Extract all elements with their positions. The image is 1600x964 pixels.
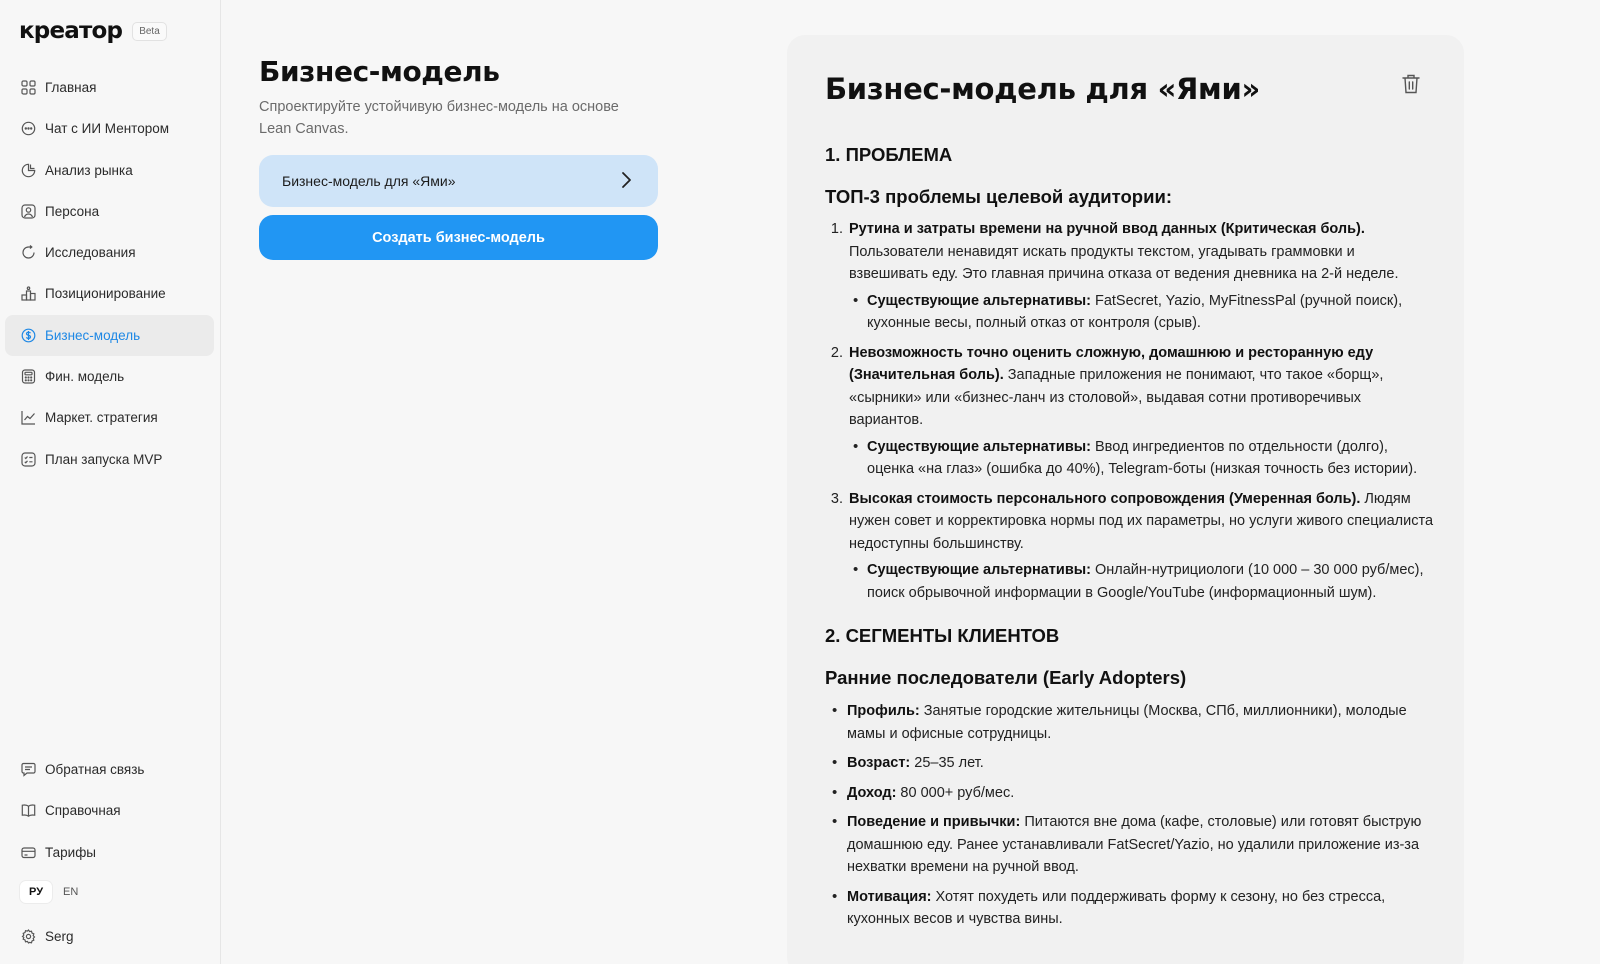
- sidebar-item-label: Анализ рынка: [45, 162, 133, 178]
- segments-list: [825, 700, 1435, 931]
- sidebar-item-fin-model[interactable]: [5, 356, 214, 397]
- sidebar-item-label: Персона: [45, 203, 100, 219]
- business-model-section: [259, 55, 659, 246]
- sidebar-item-business-model[interactable]: [5, 315, 214, 356]
- sidebar-item-pricing[interactable]: [5, 832, 214, 873]
- sidebar-item-label: Исследования: [45, 245, 136, 261]
- sidebar-bottom-nav: [5, 749, 214, 873]
- list-item: 2. Невозможность точно оценить сложную, домашнюю и ресторанную еду (Значительная боль). Западные приложения не понимают, что такое «борщ», «сырники» или «бизнес-ланч из столовой», выдавая сотни противоречивых вариантов. • Существующие альтернативы: Ввод ингредиентов по отдельности (долго), оценка «на глаз» (ошибка до 40%), Telegram-боты (низкая точность без истории).: [847, 342, 1435, 481]
- sidebar-item-label: Обратная связь: [45, 762, 145, 777]
- calculator-icon: [21, 369, 36, 384]
- business-model-item[interactable]: [259, 155, 658, 207]
- language-switcher: [20, 881, 87, 903]
- user-name: Serg: [45, 929, 74, 944]
- list-item: 1. Рутина и затраты времени на ручной ввод данных (Критическая боль). Пользователи ненавидят искать продукты текстом, угадывать граммовки и взвешивать еду. Это главная причина отказа от ведения дневника на 2-й неделе. • Существующие альтернативы: FatSecret, Yazio, MyFitnessPal (ручной поиск), кухонные весы, полный отказ от контроля (срыв).: [847, 218, 1435, 335]
- create-business-model-button[interactable]: Создать бизнес-модель: [259, 215, 658, 260]
- trend-chart-icon: [21, 410, 36, 425]
- list-item: • Мотивация: Хотят похудеть или поддерживать форму к сезону, но без стресса, кухонных весов и чувства вины.: [847, 886, 1435, 931]
- sidebar-item-market-analysis[interactable]: [5, 150, 214, 191]
- page-title: Бизнес-модель: [259, 55, 500, 88]
- language-en[interactable]: EN: [63, 886, 79, 898]
- sidebar-item-chat[interactable]: [5, 108, 214, 149]
- chat-icon: [21, 121, 36, 136]
- document-content: [825, 69, 1435, 938]
- section-heading-segments: 2. СЕГМЕНТЫ КЛИЕНТОВ: [825, 625, 1060, 646]
- podium-icon: [21, 286, 36, 301]
- card-icon: [21, 845, 36, 860]
- dollar-circle-icon: [21, 328, 36, 343]
- sidebar-item-positioning[interactable]: [5, 273, 214, 314]
- sidebar-item-label: Главная: [45, 80, 97, 95]
- section-subheading-early-adopters: Ранние последователи (Early Adopters): [825, 667, 1187, 688]
- sidebar-item-research[interactable]: [5, 232, 214, 273]
- sidebar-item-help[interactable]: [5, 790, 214, 831]
- beta-badge: Beta: [132, 22, 167, 41]
- list-item: • Поведение и привычки: Питаются вне дома (кафе, столовые) или готовят быструю домашнюю еду. Ранее устанавливали FatSecret/Yazio, но удалили приложение из-за нехватки времени на ручной ввод.: [847, 811, 1435, 879]
- user-square-icon: [21, 204, 36, 219]
- sidebar-item-persona[interactable]: [5, 191, 214, 232]
- book-icon: [21, 803, 36, 818]
- list-item: • Доход: 80 000+ руб/мес.: [847, 782, 1435, 805]
- sidebar-item-feedback[interactable]: [5, 749, 214, 790]
- gear-icon: [21, 929, 36, 944]
- sidebar: [0, 0, 221, 964]
- logo[interactable]: креатор: [19, 18, 123, 44]
- document-panel: [787, 35, 1464, 964]
- sidebar-item-label: Справочная: [45, 803, 121, 819]
- section-subheading-problems: ТОП-3 проблемы целевой аудитории:: [825, 186, 1172, 207]
- page-subtitle: Спроектируйте устойчивую бизнес-модель на основе Lean Canvas.: [259, 99, 619, 137]
- sidebar-item-home[interactable]: [5, 67, 214, 108]
- document-title: Бизнес-модель для «Ями»: [825, 72, 1260, 106]
- grid-icon: [21, 80, 36, 95]
- message-icon: [21, 762, 36, 777]
- sidebar-item-label: Тарифы: [45, 844, 97, 860]
- list-item: 3. Высокая стоимость персонального сопровождения (Умеренная боль). Людям нужен совет и корректировка нормы под их параметры, но услуги живого специалиста недоступны большинству. • Существующие альтернативы: Онлайн-нутрициологи (10 000 – 30 000 руб/мес), поиск обрывочной информации в Google/YouTube (информационный шум).: [847, 488, 1435, 605]
- business-model-item-label: Бизнес-модель для «Ями»: [282, 173, 456, 189]
- user-settings[interactable]: [5, 916, 214, 957]
- chevron-right-icon: [620, 171, 632, 192]
- sidebar-item-label: Фин. модель: [45, 369, 125, 385]
- brand: [19, 18, 167, 44]
- sidebar-item-label: Позиционирование: [45, 286, 166, 302]
- sidebar-nav: [5, 67, 214, 480]
- checklist-icon: [21, 452, 36, 467]
- sidebar-item-mvp-plan[interactable]: [5, 439, 214, 480]
- sidebar-item-label: Маркет. стратегия: [45, 410, 158, 426]
- sidebar-item-marketing-strategy[interactable]: [5, 397, 214, 438]
- pie-chart-icon: [21, 163, 36, 178]
- sidebar-item-label: Бизнес-модель: [45, 327, 141, 343]
- sidebar-item-label: Чат с ИИ Ментором: [45, 121, 169, 137]
- problems-list: [825, 218, 1435, 604]
- sidebar-item-label: План запуска MVP: [45, 451, 163, 467]
- list-item: • Возраст: 25–35 лет.: [847, 752, 1435, 775]
- list-item: • Существующие альтернативы: Ввод ингредиентов по отдельности (долго), оценка «на глаз» (ошибка до 40%), Telegram-боты (низкая точность без истории).: [867, 436, 1435, 481]
- list-item: • Существующие альтернативы: Онлайн-нутрициологи (10 000 – 30 000 руб/мес), поиск обрывочной информации в Google/YouTube (информационный шум).: [867, 559, 1435, 604]
- refresh-icon: [21, 245, 36, 260]
- section-heading-problem: 1. ПРОБЛЕМА: [825, 144, 953, 165]
- list-item: • Профиль: Занятые городские жительницы (Москва, СПб, миллионники), молодые мамы и офисные сотрудницы.: [847, 700, 1435, 745]
- user-menu: [5, 916, 214, 957]
- list-item: • Существующие альтернативы: FatSecret, Yazio, MyFitnessPal (ручной поиск), кухонные весы, полный отказ от контроля (срыв).: [867, 290, 1435, 335]
- language-ru[interactable]: РУ: [20, 881, 52, 903]
